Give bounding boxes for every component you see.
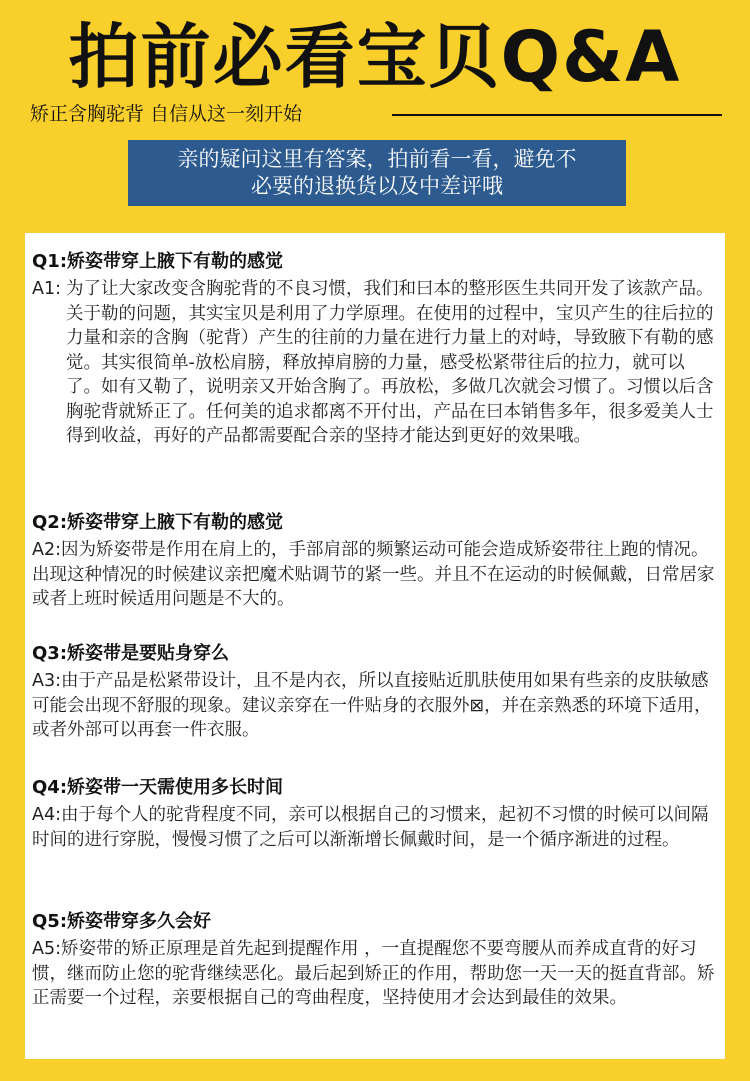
notice-line-1: 亲的疑问这里有答案，拍前看一看，避免不 [177,147,577,171]
answer-text-1: 为了让大家改变含胸驼背的不良习惯，我们和曰本的整形医生共同开发了该款产品。关于勒的问题，其实宝贝是利用了力学原理。在使用的过程中，宝贝产生的往后拉的力量和亲的含胸（驼背）产生的往前的力量在进行力量上的对峙，导致腋下有勒的感觉。其实很简单-放松肩膀，释放掉肩膀的力量，感受松紧带往后的拉力，就可以了。如有又勒了，说明亲又开始含胸了。再放松，多做几次就会习惯了。习惯以后含胸驼背就矫正了。任何美的追求都离不开付出，产品在曰本销售多年，很多爱美人士得到收益，再好的产品都需要配合亲的坚持才能达到更好的效果哦。 [66,279,714,446]
answer-label-2: A2: [32,540,62,560]
notice-banner [128,140,626,206]
qa-item-5 [32,910,717,1011]
answer-3 [32,669,717,743]
answer-text-3: 由于产品是松紧带设计，且不是内衣，所以直接贴近肌肤使用如果有些亲的皮肤敏感可能会出现不舒服的现象。建议亲穿在一件贴身的衣服外⊠，并在亲熟悉的环境下适用，或者外部可以再套一件衣服。 [32,671,712,740]
qa-item-3 [32,642,717,743]
qa-item-4 [32,776,717,852]
answer-text-4: 由于每个人的驼背程度不同，亲可以根据自己的习惯来，起初不习惯的时候可以间隔时间的进行穿脱，慢慢习惯了之后可以渐渐增长佩戴时间，是一个循序渐进的过程。 [32,805,709,850]
answer-label-4: A4: [32,805,62,825]
question-2: Q2:矫姿带穿上腋下有勒的感觉 [32,512,284,533]
answer-label-3: A3: [32,671,62,691]
page-subtitle: 矫正含胸驼背 自信从这一刻开始 [30,103,303,125]
qa-item-2 [32,511,717,612]
answer-4 [32,803,717,852]
question-4: Q4:矫姿带一天需使用多长时间 [32,777,284,798]
answer-text-2: 因为矫姿带是作用在肩上的，手部肩部的频繁运动可能会造成矫姿带往上跑的情况。出现这种情况的时候建议亲把魔术贴调节的紧一些。并且不在运动的时候佩戴，日常居家或者上班时候适用问题是不大的。 [32,540,715,609]
answer-label-5: A5: [32,939,62,959]
notice-line-2: 必要的退换货以及中差评哦 [251,174,503,198]
page-title: 拍前必看宝贝Q&A [68,16,682,98]
qa-item-1 [32,250,717,449]
subtitle-divider [392,114,722,116]
answer-5 [32,937,717,1011]
answer-1 [32,277,717,449]
answer-text-5: 矫姿带的矫正原理是首先起到提醒作用 ，一直提醒您不要弯腰从而养成直背的好习惯，继而防止您的驼背继续恶化。最后起到矫正的作用，帮助您一天一天的挺直背部。矫正需要一个过程，亲要根据自己的弯曲程度，坚持使用才会达到最佳的效果。 [32,939,715,1008]
answer-label-1: A1: [32,279,62,299]
question-3: Q3:矫姿带是要贴身穿么 [32,643,230,664]
question-1: Q1:矫姿带穿上腋下有勒的感觉 [32,251,284,272]
qa-card [25,233,725,1059]
question-5: Q5:矫姿带穿多久会好 [32,911,212,932]
answer-2 [32,538,717,612]
